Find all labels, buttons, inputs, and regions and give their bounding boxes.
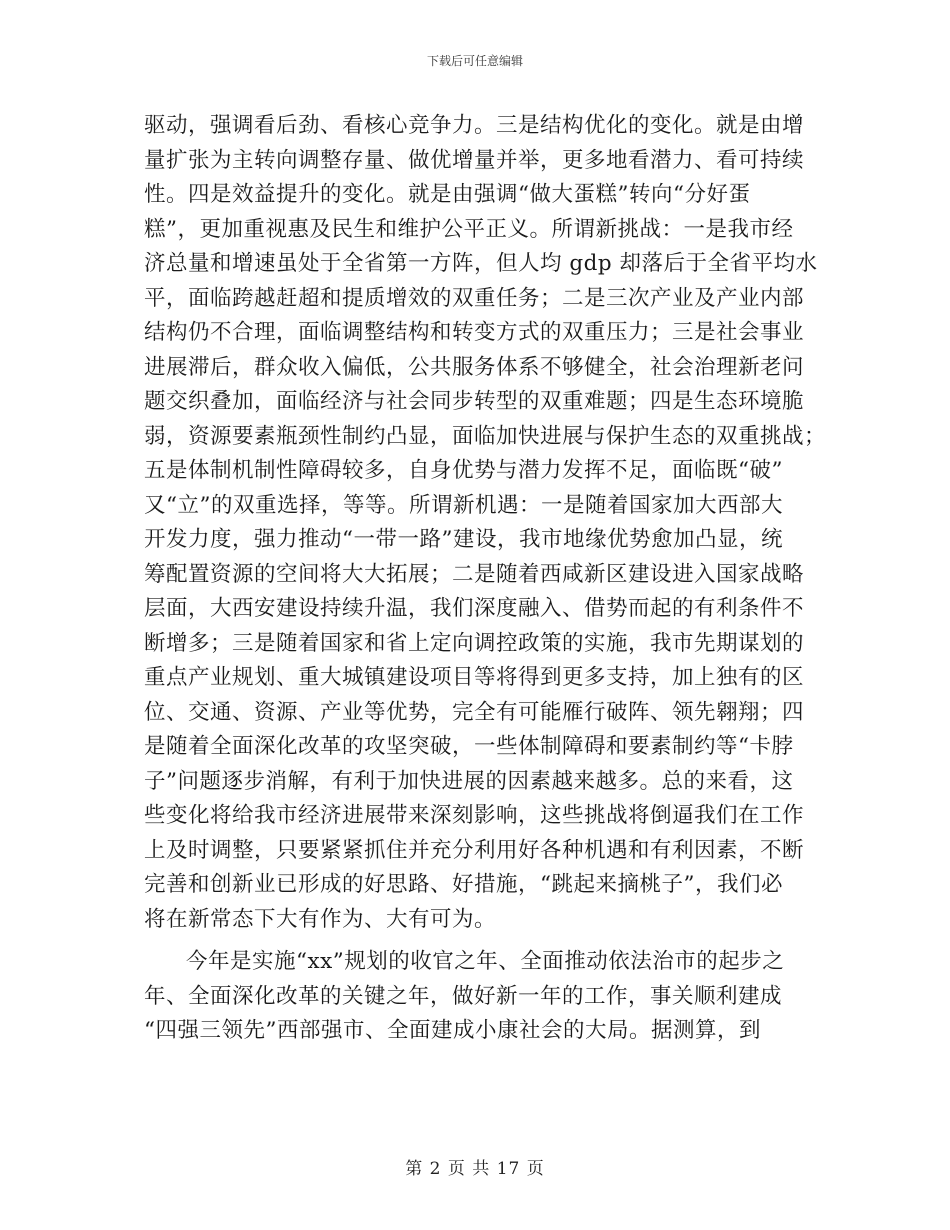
text-line: 位、交通、资源、产业等优势，完全有可能雁行破阵、领先翱翔；四: [144, 699, 805, 725]
text-line: 完善和创新业已形成的好思路、好措施，“跳起来摘桃子”，我们必: [144, 872, 783, 897]
text-line: 驱动，强调看后劲、看核心竞争力。三是结构优化的变化。就是由增: [144, 113, 805, 138]
text-line: 筹配置资源的空间将大大拓展；二是随着西咸新区建设进入国家战略: [144, 561, 805, 587]
page-header: 下载后可任意编辑: [426, 54, 523, 68]
text-line: 断增多；三是随着国家和省上定向调控政策的实施，我市先期谋划的: [144, 630, 805, 656]
text-line: 将在新常态下大有作为、大有可为。: [144, 906, 497, 932]
text-line: 年、全面深化改革的关键之年，做好新一年的工作，事关顺利建成: [144, 983, 783, 1009]
text-line: 五是体制机制性障碍较多，自身优势与潜力发挥不足，面临既“破”: [144, 458, 783, 483]
page-number-footer: 第 2 页 共 17 页: [405, 1159, 545, 1179]
text-line: 量扩张为主转向调整存量、做优增量并举，更多地看潜力、看可持续: [144, 147, 805, 173]
text-line: 性。四是效益提升的变化。就是由强调“做大蛋糕”转向“分好蛋: [144, 182, 751, 207]
paragraph-first-line: 今年是实施“xx”规划的收官之年、全面推动依法治市的起步之: [186, 949, 785, 974]
document-body: [144, 109, 827, 1049]
text-line: 济总量和增速虽处于全省第一方阵，但人均 gdp 却落后于全省平均水: [144, 251, 818, 276]
text-line: 进展滞后，群众收入偏低，公共服务体系不够健全，社会治理新老问: [144, 354, 805, 380]
text-line: 开发力度，强力推动“一带一路”建设，我市地缘优势愈加凸显，统: [144, 527, 783, 552]
text-line: 层面，大西安建设持续升温，我们深度融入、借势而起的有利条件不: [144, 596, 805, 621]
text-line: 又“立”的双重选择，等等。所谓新机遇：一是随着国家加大西部大: [144, 492, 783, 518]
text-line: 重点产业规划、重大城镇建设项目等将得到更多支持，加上独有的区: [144, 665, 805, 690]
text-line: 是随着全面深化改革的攻坚突破，一些体制障碍和要素制约等“卡脖: [144, 734, 794, 759]
text-line: 弱，资源要素瓶颈性制约凸显，面临加快进展与保护生态的双重挑战；: [144, 423, 827, 449]
text-line: 题交织叠加，面临经济与社会同步转型的双重难题；四是生态环境脆: [144, 389, 805, 414]
text-line: “四强三领先”西部强市、全面建成小康社会的大局。据测算，到: [144, 1018, 761, 1043]
text-line: 子”问题逐步消解，有利于加快进展的因素越来越多。总的来看，这: [144, 768, 794, 794]
text-line: 糕”，更加重视惠及民生和维护公平正义。所谓新挑战：一是我市经: [144, 216, 794, 242]
text-line: 结构仍不合理，面临调整结构和转变方式的双重压力；三是社会事业: [144, 320, 805, 345]
text-line: 些变化将给我市经济进展带来深刻影响，这些挑战将倒逼我们在工作: [144, 803, 805, 828]
text-line: 平，面临跨越赶超和提质增效的双重任务；二是三次产业及产业内部: [144, 285, 805, 311]
text-line: 上及时调整，只要紧紧抓住并充分利用好各种机遇和有利因素，不断: [144, 837, 805, 863]
